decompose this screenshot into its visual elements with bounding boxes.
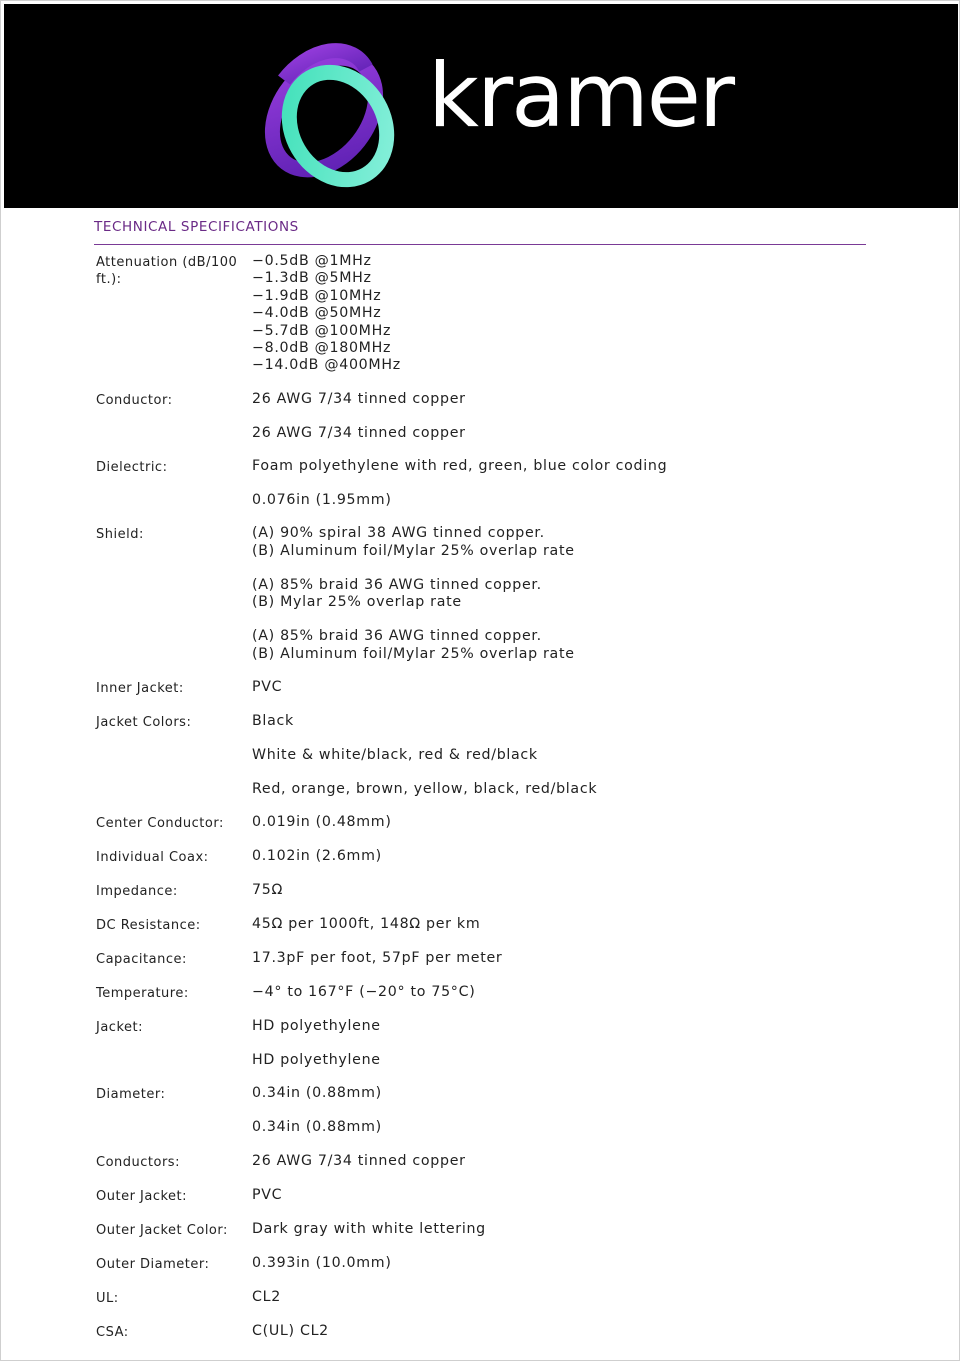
spec-label: Outer Jacket:	[96, 1188, 188, 1204]
spec-value: −0.5dB @1MHz −1.3dB @5MHz −1.9dB @10MHz −4.0dB @50MHz −5.7dB @100MHz −8.0dB @180MHz −14.0dB @400MHz	[252, 253, 401, 374]
spec-values	[252, 814, 876, 832]
spec-value: 0.34in (0.88mm)	[252, 1085, 382, 1102]
kramer-rings-logo-icon	[262, 40, 402, 188]
spec-values	[252, 916, 876, 934]
spec-values	[252, 984, 876, 1002]
spec-label: Diameter:	[96, 1087, 166, 1103]
spec-value: (A) 85% braid 36 AWG tinned copper. (B) Aluminum foil/Mylar 25% overlap rate	[252, 628, 575, 662]
spec-value: 0.019in (0.48mm)	[252, 814, 392, 831]
spec-label: DC Resistance:	[96, 918, 201, 934]
spec-values	[252, 1018, 876, 1069]
spec-value: 26 AWG 7/34 tinned copper	[252, 390, 466, 407]
spec-value: 26 AWG 7/34 tinned copper	[252, 1152, 466, 1169]
spec-value: −4° to 167°F (−20° to 75°C)	[252, 984, 476, 1001]
spec-value: 0.102in (2.6mm)	[252, 848, 382, 865]
spec-values	[252, 391, 876, 442]
spec-value: White & white/black, red & red/black	[252, 746, 538, 763]
spec-value: 0.393in (10.0mm)	[252, 1254, 392, 1271]
spec-row	[96, 882, 876, 900]
spec-value: 17.3pF per foot, 57pF per meter	[252, 950, 503, 967]
spec-label: UL:	[96, 1290, 119, 1306]
spec-label: Attenuation (dB/100 ft.):	[96, 255, 238, 287]
spec-row	[96, 848, 876, 866]
spec-label: Outer Diameter:	[96, 1256, 210, 1272]
spec-row	[96, 814, 876, 832]
spec-label: Outer Jacket Color:	[96, 1222, 228, 1238]
spec-label: CSA:	[96, 1324, 129, 1340]
spec-label: Capacitance:	[96, 952, 187, 968]
spec-row	[96, 1255, 876, 1273]
spec-values	[252, 1255, 876, 1273]
spec-label: Shield:	[96, 527, 144, 543]
spec-row	[96, 1085, 876, 1136]
section-title: TECHNICAL SPECIFICATIONS	[94, 219, 299, 235]
spec-row	[96, 679, 876, 697]
spec-value: HD polyethylene	[252, 1018, 381, 1035]
spec-value: Foam polyethylene with red, green, blue color coding	[252, 458, 668, 475]
spec-row	[96, 916, 876, 934]
spec-label: Jacket:	[96, 1020, 143, 1036]
spec-row	[96, 1289, 876, 1307]
spec-row	[96, 1221, 876, 1239]
spec-value: 26 AWG 7/34 tinned copper	[252, 424, 466, 441]
spec-values	[252, 253, 876, 375]
spec-row	[96, 458, 876, 509]
spec-values	[252, 950, 876, 968]
spec-values	[252, 1323, 876, 1341]
spec-label: Dielectric:	[96, 460, 168, 476]
spec-values	[252, 1153, 876, 1171]
spec-values	[252, 713, 876, 798]
spec-values	[252, 1187, 876, 1205]
spec-label: Temperature:	[96, 986, 189, 1002]
spec-label: Individual Coax:	[96, 850, 209, 866]
spec-values	[252, 525, 876, 662]
title-divider	[94, 244, 866, 245]
spec-values	[252, 1085, 876, 1136]
spec-values	[252, 1289, 876, 1307]
spec-label: Inner Jacket:	[96, 680, 184, 696]
spec-value: 75Ω	[252, 882, 283, 899]
spec-label: Jacket Colors:	[96, 714, 192, 730]
spec-value: 0.076in (1.95mm)	[252, 492, 392, 509]
spec-value: PVC	[252, 678, 283, 695]
spec-value: Dark gray with white lettering	[252, 1220, 486, 1237]
spec-value: Red, orange, brown, yellow, black, red/black	[252, 780, 598, 797]
spec-row	[96, 1187, 876, 1205]
spec-label: Conductor:	[96, 392, 173, 408]
spec-table	[96, 253, 876, 1357]
spec-row	[96, 950, 876, 968]
spec-label: Center Conductor:	[96, 816, 224, 832]
spec-value: (A) 90% spiral 38 AWG tinned copper. (B) Aluminum foil/Mylar 25% overlap rate	[252, 525, 575, 559]
spec-row	[96, 984, 876, 1002]
spec-row	[96, 391, 876, 442]
spec-value: 45Ω per 1000ft, 148Ω per km	[252, 916, 481, 933]
spec-value: CL2	[252, 1288, 281, 1305]
spec-values	[252, 679, 876, 697]
spec-row	[96, 1323, 876, 1341]
spec-label: Conductors:	[96, 1154, 180, 1170]
spec-value: Black	[252, 712, 294, 729]
spec-values	[252, 882, 876, 900]
header-banner	[4, 4, 958, 208]
spec-value: (A) 85% braid 36 AWG tinned copper. (B) Mylar 25% overlap rate	[252, 576, 542, 611]
spec-row	[96, 713, 876, 798]
spec-row	[96, 1153, 876, 1171]
spec-row	[96, 253, 876, 375]
spec-row	[96, 525, 876, 662]
spec-values	[252, 848, 876, 866]
spec-value: C(UL) CL2	[252, 1322, 329, 1339]
spec-row	[96, 1018, 876, 1069]
spec-label: Impedance:	[96, 884, 178, 900]
spec-value: HD polyethylene	[252, 1052, 381, 1069]
spec-value: 0.34in (0.88mm)	[252, 1119, 382, 1136]
spec-value: PVC	[252, 1186, 283, 1203]
spec-values	[252, 1221, 876, 1239]
brand-wordmark: kramer	[428, 44, 734, 147]
spec-values	[252, 458, 876, 509]
